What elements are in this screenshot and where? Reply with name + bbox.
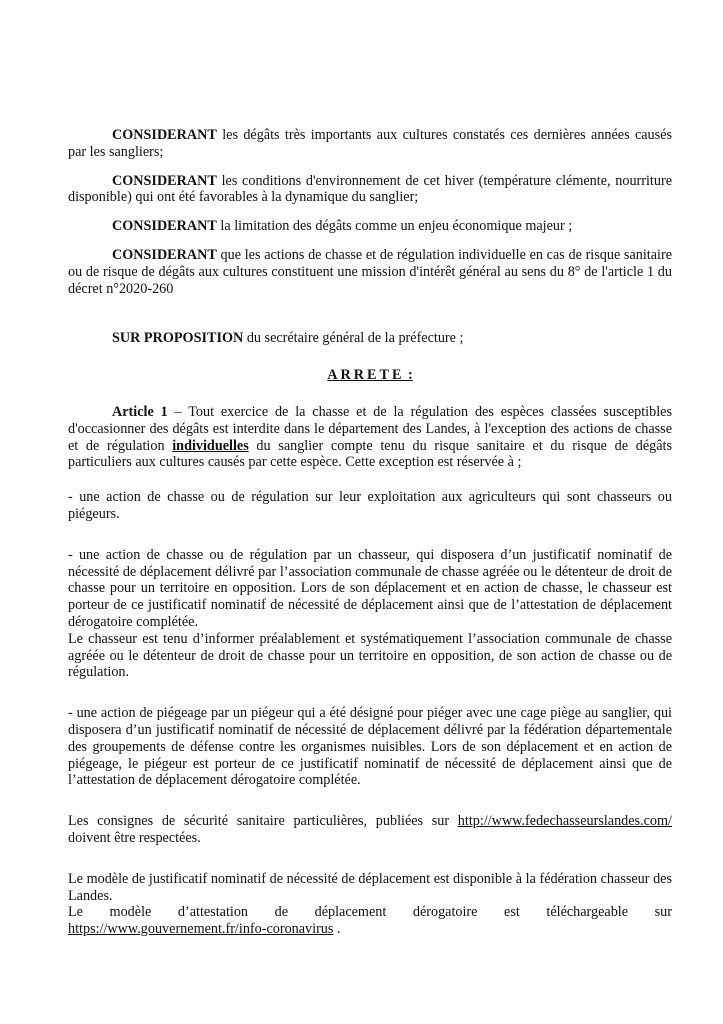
attestation-word: d’attestation	[177, 904, 249, 921]
fede-link[interactable]: http://www.fedechasseurslandes.com/	[457, 813, 672, 830]
item-chasseur-info: Le chasseur est tenu d’informer préalablement et systématiquement l’association communale de chasse agréée ou le détenteur de droit de chasse pour un territoire en opposition, de son action de chasse ou de régulation.	[68, 630, 672, 681]
attestation-word: dérogatoire	[412, 904, 478, 921]
document-body	[68, 127, 672, 938]
attestation-word: Le	[68, 904, 83, 921]
considerant-text: que les actions de chasse et de régulation individuelle en cas de risque sanitaire ou de risque de dégâts aux cultures constituent une mission d'intérêt général au sens du 8° de l'article 1 du décret n°2020-260	[68, 246, 672, 297]
arrete-heading	[68, 367, 672, 384]
article-1-emphasis: individuelles	[172, 437, 249, 454]
considerant-text: la limitation des dégâts comme un enjeu économique majeur ;	[216, 218, 573, 235]
consignes-paragraph	[68, 813, 672, 847]
modele-attestation-paragraph	[68, 904, 672, 938]
proposition-text: du secrétaire général de la préfecture ;	[243, 330, 464, 347]
considerant-4	[68, 247, 672, 297]
proposition-paragraph	[68, 330, 672, 347]
attestation-word: modèle	[109, 904, 152, 921]
considerant-keyword: CONSIDERANT	[112, 127, 217, 143]
considerant-text: les dégâts très importants aux cultures constatés ces dernières années causés par les sangliers;	[68, 127, 672, 160]
considerant-3	[68, 218, 672, 235]
considerant-text: les conditions d'environnement de cet hiver (température clémente, nourriture disponible) qui ont été favorables à la dynamique du sanglier;	[68, 172, 672, 206]
considerant-keyword: CONSIDERANT	[112, 218, 217, 235]
article-1-paragraph	[68, 404, 672, 471]
article-1-text-b: du sanglier compte tenu du risque sanitaire et du risque de dégâts particuliers aux cultures causés par cette espèce. Cette exception est réservée à ;	[68, 437, 672, 471]
article-1-text-a: – Tout exercice de la chasse et de la régulation des espèces classées susceptibles d'occasionner des dégâts est interdite dans le département des Landes, à l'exception des actions de chasse et de régulation	[68, 403, 672, 454]
item-agriculteurs: - une action de chasse ou de régulation sur leur exploitation aux agriculteurs qui sont chasseurs ou piégeurs.	[68, 489, 672, 522]
attestation-word: de	[274, 904, 289, 921]
modele-justificatif-paragraph: Le modèle de justificatif nominatif de nécessité de déplacement est disponible à la fédération chasseur des Landes.	[68, 870, 672, 904]
modele-attestation-line	[68, 904, 672, 921]
proposition-keyword: SUR PROPOSITION	[112, 330, 244, 347]
arrete-suffix: :	[404, 367, 413, 384]
attestation-word: déplacement	[314, 904, 387, 921]
considerant-keyword: CONSIDERANT	[112, 172, 217, 189]
considerant-keyword: CONSIDERANT	[112, 246, 217, 263]
item-piegeur: - une action de piégeage par un piégeur qui a été désigné pour piéger avec une cage piège au sanglier, qui disposera d’un justificatif nominatif de nécessité de déplacement délivré par la fédération départementale des groupements de défense contre les organismes nuisibles. Lors de son déplacement et en action de piégeage, le piégeur est porteur de ce justificatif nominatif de nécessité de déplacement ainsi que de l’attestation de déplacement dérogatoire complétée.	[68, 705, 672, 789]
article-1-label: Article 1	[112, 403, 168, 420]
modele-attestation-link-line	[68, 921, 672, 938]
attestation-word: téléchargeable	[546, 904, 629, 921]
considerant-1	[68, 127, 672, 161]
attestation-word: est	[504, 904, 520, 921]
considerant-2	[68, 173, 672, 207]
attestation-word: sur	[654, 904, 672, 921]
arrete-title: ARRETE	[327, 367, 405, 384]
item-chasseur: - une action de chasse ou de régulation par un chasseur, qui disposera d’un justificatif nominatif de nécessité de déplacement délivré par l’association communale de chasse agréée ou le détenteur de droit de chasse pour un territoire en opposition. Lors de son déplacement et en action de chasse, le chasseur est porteur de ce justificatif nominatif de nécessité de déplacement ainsi que de l’attestation de déplacement dérogatoire complétée.	[68, 546, 672, 630]
gouvernement-link[interactable]: https://www.gouvernement.fr/info-coronavirus	[68, 921, 334, 938]
attestation-suffix: .	[333, 921, 341, 938]
consignes-text-a: Les consignes de sécurité sanitaire particulières, publiées sur	[68, 813, 458, 830]
consignes-text-b: doivent être respectées.	[68, 829, 201, 846]
